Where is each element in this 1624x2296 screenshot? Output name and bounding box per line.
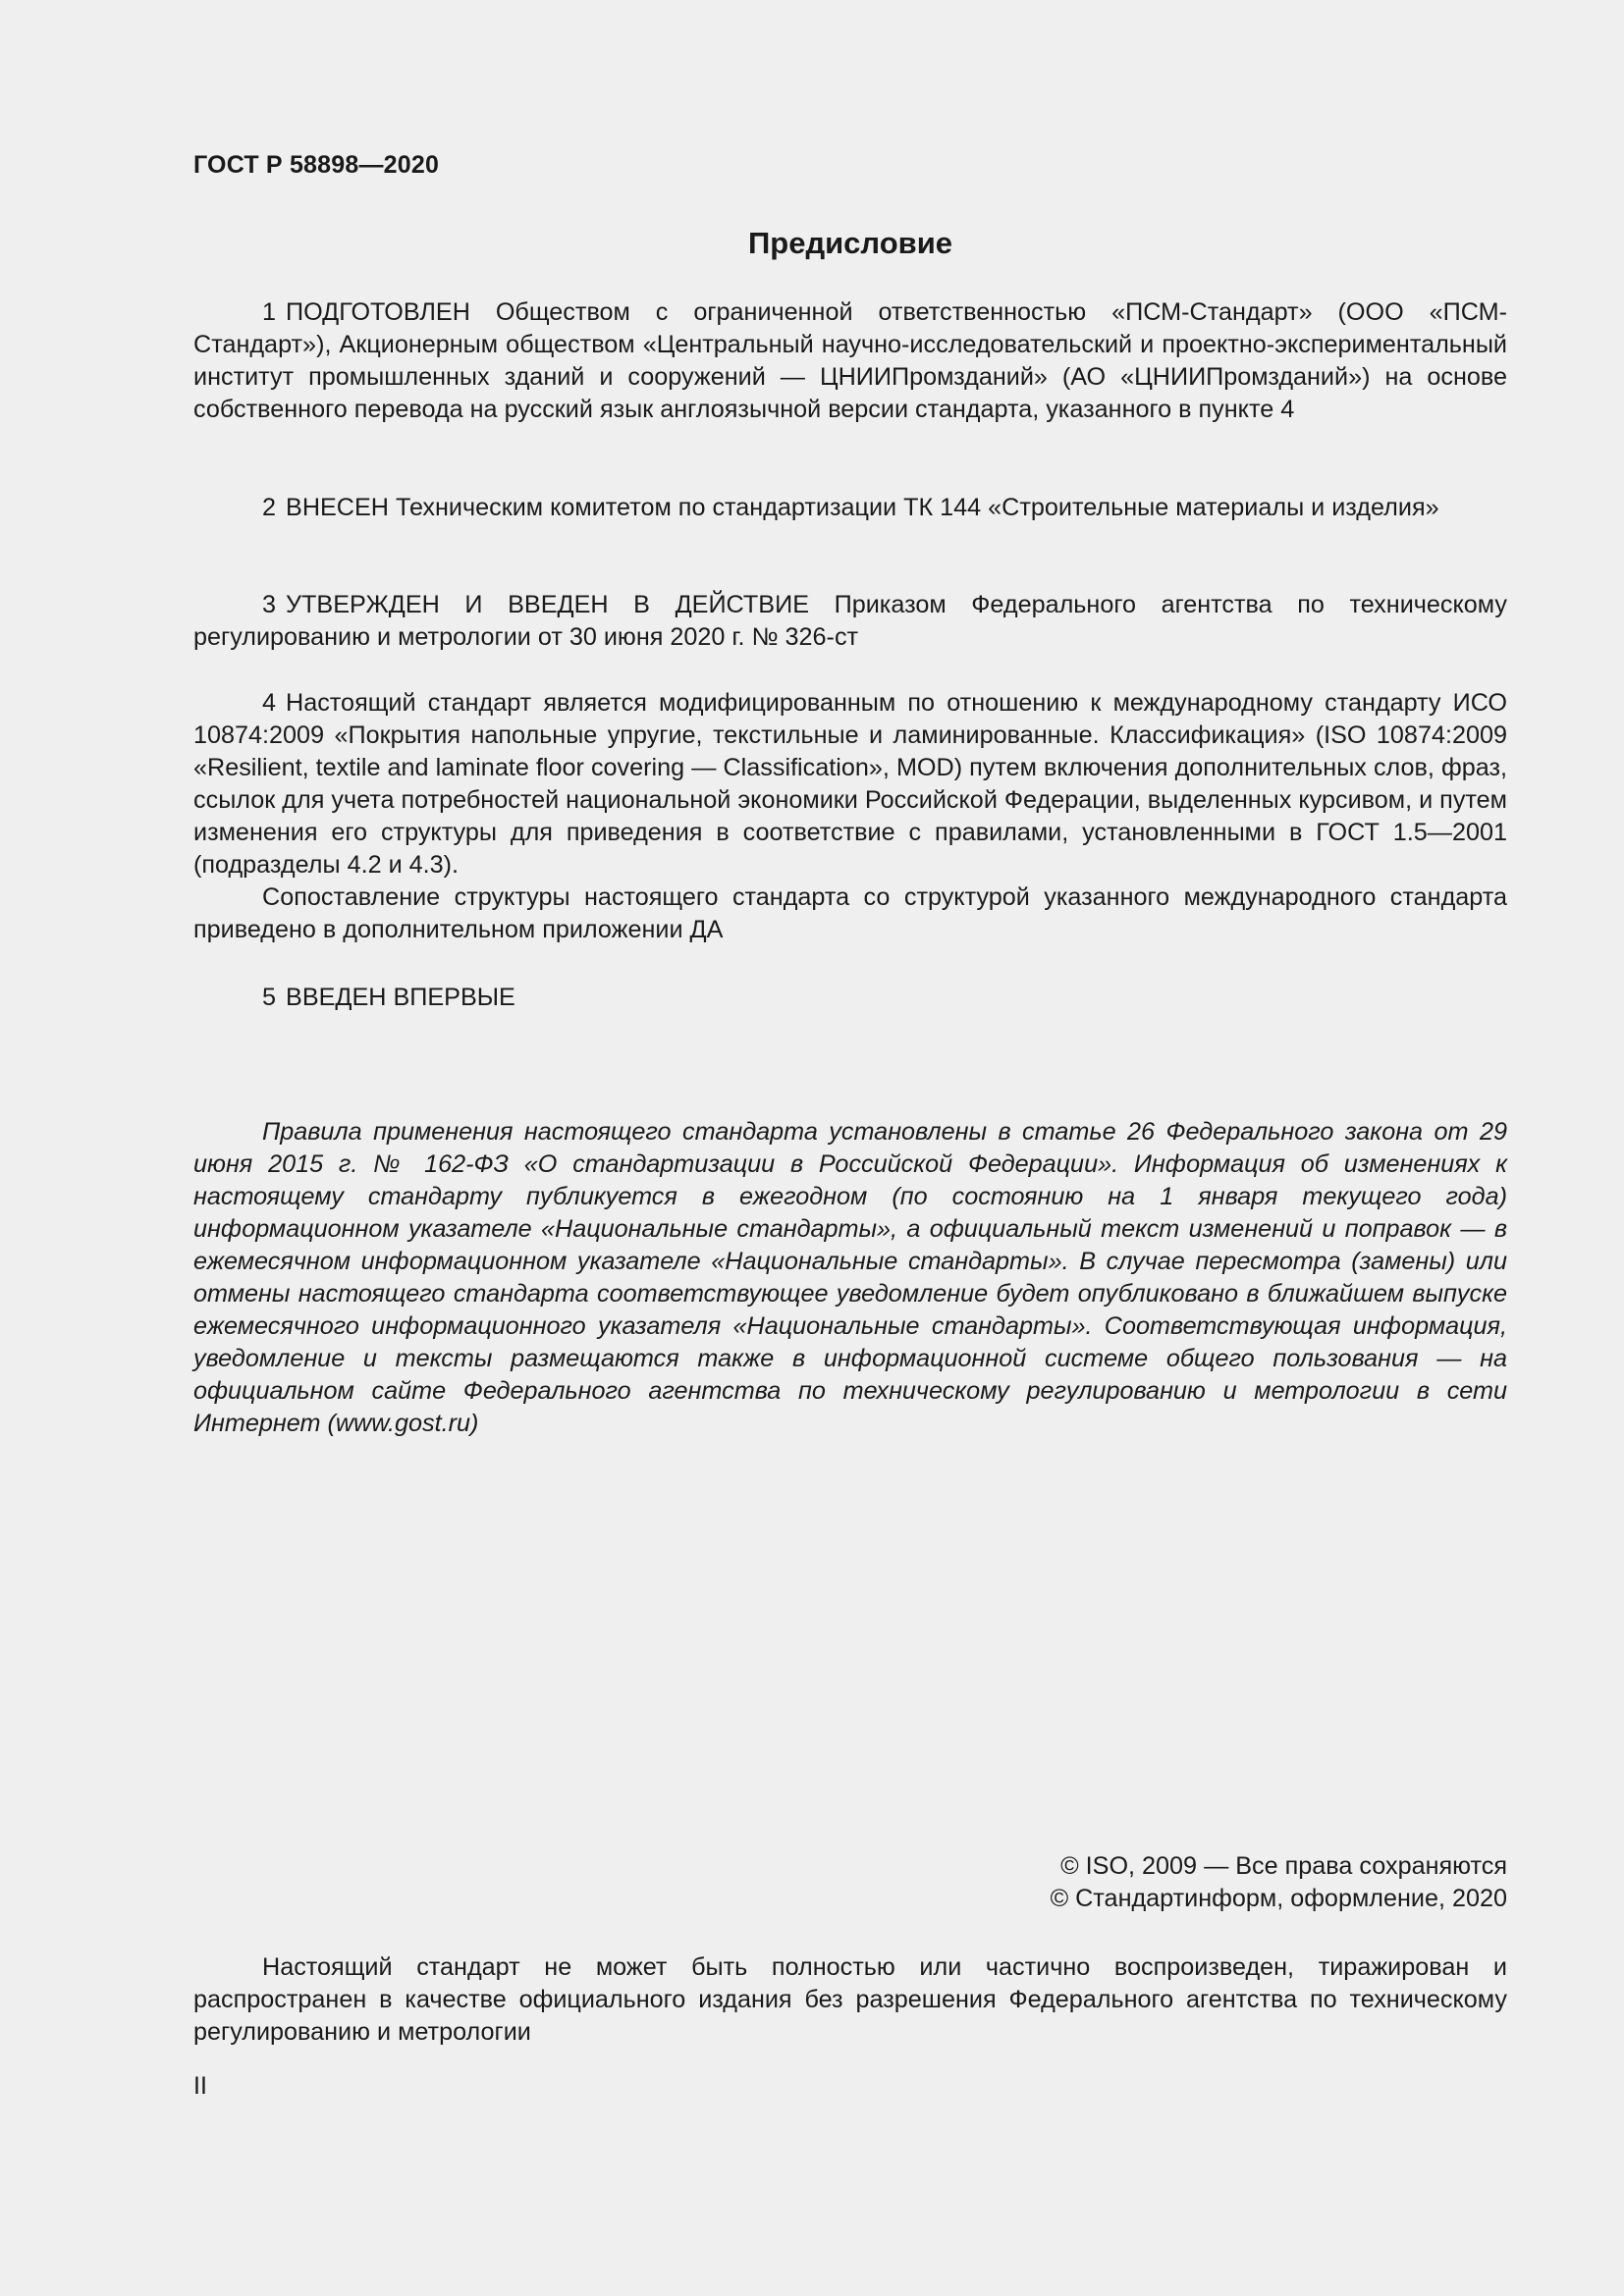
page-title: Предисловие <box>747 226 952 260</box>
item-text: УТВЕРЖДЕН И ВВЕДЕН В ДЕЙСТВИЕ Приказом Федерального агентства по техническому регулированию и метрологии от 30 июня 2020 г. № 326-ст <box>193 591 1507 651</box>
copyright-iso: © ISO, 2009 — Все права сохраняются <box>1060 1852 1507 1880</box>
application-rules-text: Правила применения настоящего стандарта установлены в статье 26 Федерального закона от 29 июня 2015 г. № 162-ФЗ «О стандартизации в Российской Федерации». Информация об изменениях к настоящему стандарту публикуется в ежегодном (по состоянию на 1 января текущего года) информационном указателе «Национальные стандарты», а официальный текст изменений и поправок — в ежемесячном информационном указателе «Национальные стандарты». В случае пересмотра (замены) или отмены настоящего стандарта соответствующее уведомление будет опубликовано в ближайшем выпуске ежемесячного информационного указателя «Национальные стандарты». Соответствующая информация, уведомление и тексты размещаются также в информационной системе общего пользования — на официальном сайте Федерального агентства по техническому регулированию и метрологии в сети Интернет (www.gost.ru) <box>193 1118 1507 1437</box>
document-page <box>193 0 1507 2296</box>
page-number: II <box>193 2072 207 2100</box>
foreword-item-4-continuation: Сопоставление структуры настоящего стандарта со структурой указанного международного стандарта приведено в дополнительном приложении ДА <box>193 883 1507 943</box>
foreword-item-4 <box>193 687 1507 881</box>
foreword-item-3 <box>193 589 1507 654</box>
item-number: 3 <box>262 591 277 618</box>
foreword-item-2 <box>193 492 1507 524</box>
item-text: ВВЕДЕН ВПЕРВЫЕ <box>286 984 515 1011</box>
item-number: 4 <box>262 689 277 717</box>
document-code: ГОСТ Р 58898—2020 <box>193 151 440 179</box>
item-number: 2 <box>262 494 277 521</box>
item-text: ПОДГОТОВЛЕН Обществом с ограниченной ответственностью «ПСМ-Стандарт» (ООО «ПСМ-Стандарт»), Акционерным обществом «Центральный научно-исследовательский и проектно-экспериментальный институт промышленных зданий и сооружений — ЦНИИПромзданий» (АО «ЦНИИПромзданий») на основе собственного перевода на русский язык англоязычной версии стандарта, указанного в пункте 4 <box>193 298 1507 423</box>
item-number: 1 <box>262 298 277 326</box>
reproduction-notice: Настоящий стандарт не может быть полностью или частично воспроизведен, тиражирован и распространен в качестве официального издания без разрешения Федерального агентства по техническому регулированию и метрологии <box>193 1953 1507 2046</box>
copyright-standartinform: © Стандартинформ, оформление, 2020 <box>1050 1885 1507 1912</box>
item-number: 5 <box>262 984 277 1011</box>
item-text: Настоящий стандарт является модифицированным по отношению к международному стандарту ИСО 10874:2009 «Покрытия напольные упругие, текстильные и ламинированные. Классификация» (ISO 10874:2009 «Resilient, textile and laminate floor covering — Classification», MOD) путем включения дополнительных слов, фраз, ссылок для учета потребностей национальной экономики Российской Федерации, выделенных курсивом, и путем изменения его структуры для приведения в соответствие с правилами, установленными в ГОСТ 1.5—2001 (подразделы 4.2 и 4.3). <box>193 689 1507 879</box>
foreword-item-5 <box>193 982 1507 1014</box>
item-text: ВНЕСЕН Техническим комитетом по стандартизации ТК 144 «Строительные материалы и изделия» <box>286 494 1439 521</box>
foreword-item-1 <box>193 296 1507 426</box>
